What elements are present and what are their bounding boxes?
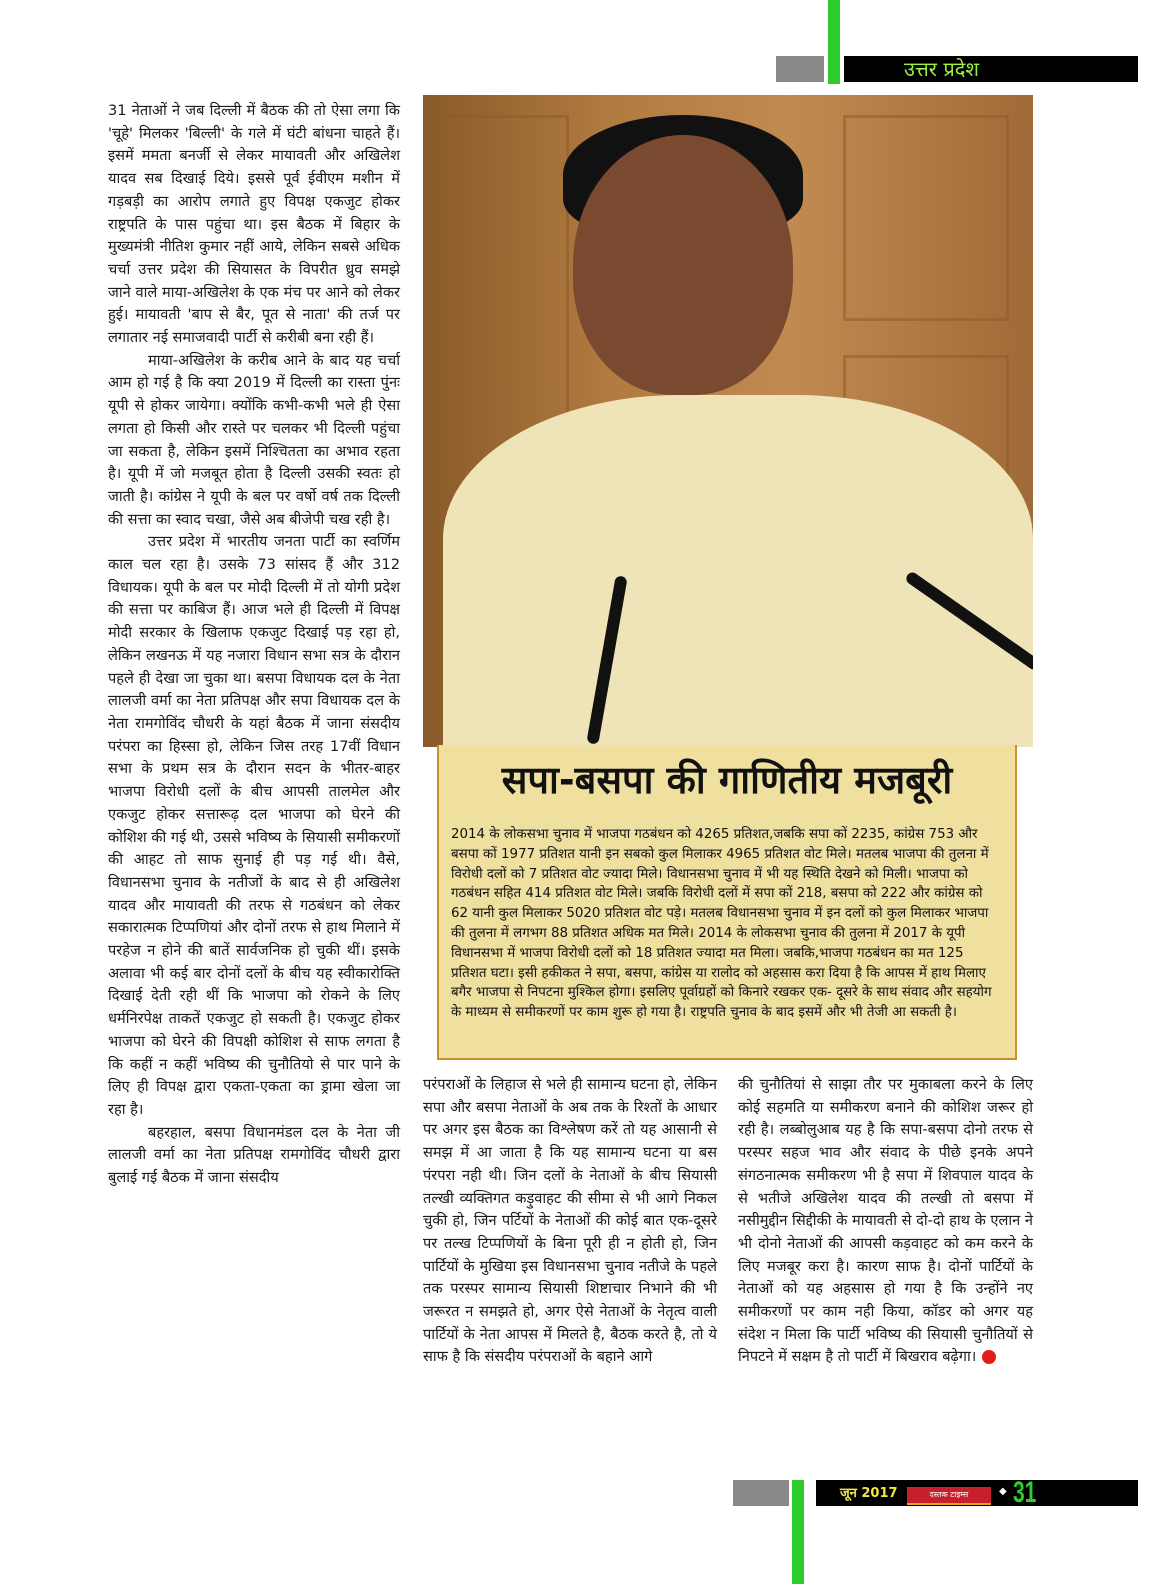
- box-text: 2014 के लोकसभा चुनाव में भाजपा गठबंधन को 4265 प्रतिशत,जबकि सपा कों 2235, कांग्रेस 753 और बसपा कों 1977 प्रतिशत यानी इन सबको कुल मिलाकर 4965 प्रतिशत वोट मिले। मतलब भाजपा की तुलना में विरोधी दलों को 7 प्रतिशत वोट ज्यादा मिले। विधानसभा चुनाव में भी यह स्थिति देखने को मिली। भाजपा को गठबंधन सहित 414 प्रतिशत वोट मिले। जबकि विरोधी दलों में सपा कों 218, बसपा को 222 और कांग्रेस को 62 यानी कुल मिलाकर 5020 प्रतिशत वोट पड़े। मतलब विधानसभा चुनाव में इन दलों को कुल मिलाकर भाजपा की तुलना में लगभग 88 प्रतिशत अधिक मत मिले। 2014 के लोकसभा चुनाव की तुलना में 2017 के यूपी विधानसभा में भाजपा विरोधी दलों को 18 प्रतिशत ज्यादा मत मिला। जबकि,भाजपा गठबंधन का मत 125 प्रतिशत घटा। इसी हकीकत ने सपा, बसपा, कांग्रेस या रालोद को अहसास करा दिया है कि आपस में हाथ मिलाए बगैर भाजपा से निपटना मुश्किल होगा। इसलिए पूर्वाग्रहों को किनारे रखकर एक- दूसरे के साथ संवाद और सहयोग के माध्यम से समीकरणों पर काम शुरू हो गया है। राष्ट्रपति चुनाव के बाद इसमें और भी तेजी आ सकती है।: [451, 827, 992, 1021]
- sidebar-box: [437, 745, 1017, 1060]
- footer-green-bar: [792, 1480, 804, 1584]
- paragraph: उत्तर प्रदेश में भारतीय जनता पार्टी का स्वर्णिम काल चल रहा है। उसके 73 सांसद हैं और 312 विधायक। यूपी के बल पर मोदी दिल्ली में तो योगी प्रदेश की सत्ता पर काबिज हैं। आज भले ही दिल्ली में विपक्ष मोदी सरकार के खिलाफ एकजुट दिखाई पड़ रहा हो, लेकिन लखनऊ में यह नजारा विधान सभा सत्र के दौरान पहले ही देखा जा चुका था। बसपा विधायक दल के नेता लालजी वर्मा का नेता प्रतिपक्ष और सपा विधायक दल के नेता रामगोविंद चौधरी के यहां बैठक में जाना संसदीय परंपरा का हिस्सा हो, लेकिन जिस तरह 17वीं विधान सभा के प्रथम सत्र के दौरान सदन के भीतर-बाहर भाजपा विरोधी दलों के बीच आपसी तालमेल और एकजुट होकर सत्तारूढ़ दल भाजपा को घेरने की कोशिश की गई थी, उससे भविष्य के सियासी समीकरणों की आहट तो साफ सुनाई ही पड़ गई थी। वैसे, विधानसभा चुनाव के नतीजों के बाद से ही अखिलेश यादव और मायावती की तरफ से गठबंधन को लेकर सकारात्मक टिप्पणियां और दोनों तरफ से हाथ मिलाने में परहेज न होने की बातें सार्वजनिक हो चुकी थीं। इसके अलावा भी कई बार दोनों दलों के बीच यह स्वीकारोक्ति दिखाई देती रही थीं कि भाजपा को रोकने के लिए धर्मनिरपेक्ष ताकतें एकजुट हो सकती है। एकजुट होकर भाजपा को घेरने की विपक्षी कोशिश से साफ लगता है कि कहीं न कहीं भविष्य की चुनौतियो से पार पाने के लिए ही विपक्ष द्वारा एकता-एकता का ड्रामा खेला जा रहा है।: [108, 533, 400, 1118]
- end-mark-icon: [982, 1350, 996, 1364]
- footer-bar: [816, 1476, 1138, 1509]
- paragraph: बहरहाल, बसपा विधानमंडल दल के नेता जी लालजी वर्मा का नेता प्रतिपक्ष रामगोविंद चौधरी द्वारा बुलाई गई बैठक में जाना संसदीय: [108, 1123, 400, 1187]
- magazine-logo: दस्तक टाइम्स: [907, 1487, 991, 1505]
- article-column-1: [108, 100, 400, 1190]
- issue-date: जून 2017: [840, 1486, 898, 1501]
- section-header: [844, 56, 1138, 82]
- box-title: सपा-बसपा की गाणितीय मजबूरी: [501, 758, 953, 802]
- header-gray-block: [776, 56, 824, 82]
- paragraph: माया-अखिलेश के करीब आने के बाद यह चर्चा आम हो गई है कि क्या 2019 में दिल्ली का रास्ता पुंनः यूपी से होकर जायेगा। क्योंकि कभी-कभी भले ही ऐसा लगता हो किसी और रास्ते पर चलकर भी दिल्ली पहुंचा जा सकता है, लेकिन इसमें निश्चितता का अभाव रहता है। यूपी में जो मजबूत होता है दिल्ली उसकी स्वतः हो जाती है। कांग्रेस ने यूपी के बल पर वर्षो वर्ष तक दिल्ली की सत्ता का स्वाद चखा, जैसे अब बीजेपी चख रही है।: [108, 351, 400, 528]
- paragraph: 31 नेताओं ने जब दिल्ली में बैठक की तो ऐसा लगा कि 'चूहे' मिलकर 'बिल्ली' के गले में घंटी बांधना चाहते हैं। इसमें ममता बनर्जी से लेकर मायावती और अखिलेश यादव सब दिखाई दिये। इससे पूर्व ईवीएम मशीन में गड़बड़ी का आरोप लगाते हुए विपक्ष एकजुट होकर राष्ट्रपति के पास पहुंचा था। इस बैठक में बिहार के मुख्यमंत्री नीतिश कुमार नहीं आये, लेकिन सबसे अधिक चर्चा उत्तर प्रदेश की सियासत के विपरीत ध्रुव समझे जाने वाले माया-अखिलेश के एक मंच पर आने को लेकर हुई। मायावती 'बाप से बैर, पूत से नाता' की तर्ज पर लगातार नई समाजवादी पार्टी से करीबी बना रही हैं।: [108, 102, 400, 347]
- article-column-2: [423, 1074, 717, 1369]
- diamond-icon: ◆: [999, 1486, 1007, 1497]
- header-green-bar: [828, 0, 840, 84]
- article-column-3: [738, 1074, 1033, 1369]
- section-title: उत्तर प्रदेश: [904, 57, 979, 81]
- paragraph: की चुनौतियां से साझा तौर पर मुकाबला करने के लिए कोई सहमति या समीकरण बनाने की कोशिश जरूर हो रही है। लब्बोलुआब यह है कि सपा-बसपा दोनो तरफ से परस्पर सहज भाव और संवाद के पीछे इनके अपने संगठनात्मक समीकरण भी है सपा में शिवपाल यादव के से भतीजे अखिलेश यादव की तल्खी तो बसपा में नसीमुद्दीन सिद्दीकी के मायावती से दो-दो हाथ के एलान ने भी दोनो नेताओं की आपसी कड़वाहट को कम करने के लिए मजबूर करा है। कारण साफ है। दोनों पार्टियों के नेताओं को यह अहसास हो गया है कि उन्होंने नए समीकरणों पर काम नही किया, कॉडर को अगर यह संदेश न मिला कि पार्टी भविष्य की सियासी चुनौतियों से निपटने में सक्षम है तो पार्टी में बिखराव बढ़ेगा।: [738, 1076, 1034, 1366]
- footer-gray-block: [733, 1480, 789, 1506]
- article-photo: [423, 95, 1033, 747]
- paragraph: परंपराओं के लिहाज से भले ही सामान्य घटना हो, लेकिन सपा और बसपा नेताओं के अब तक के रिश्तों के आधार पर अगर इस बैठक का विश्लेषण करें तो यह आसानी से समझ में आ जाता है कि यह सामान्य घटना या बस पंरपरा नही थी। जिन दलों के नेताओं के बीच सियासी तल्खी व्यक्तिगत कड़ुवाहट की सीमा से भी आगे निकल चुकी हो, जिन पर्टियों के नेताओं की कोई बात एक-दूसरे पर तल्ख टिप्पणियों के बिना पूरी ही न होती हो, जिन पार्टियों के मुखिया इस विधानसभा चुनाव नतीजे के पहले तक परस्पर सामान्य सियासी शिष्टाचार निभाने की भी जरूरत न समझते हो, अगर ऐसे नेताओं के नेतृत्व वाली पार्टियों के नेता आपस में मिलते है, बैठक करते है, तो ये साफ है कि संसदीय परंपराओं के बहाने आगे: [423, 1076, 717, 1366]
- page-number: 31: [1013, 1476, 1037, 1509]
